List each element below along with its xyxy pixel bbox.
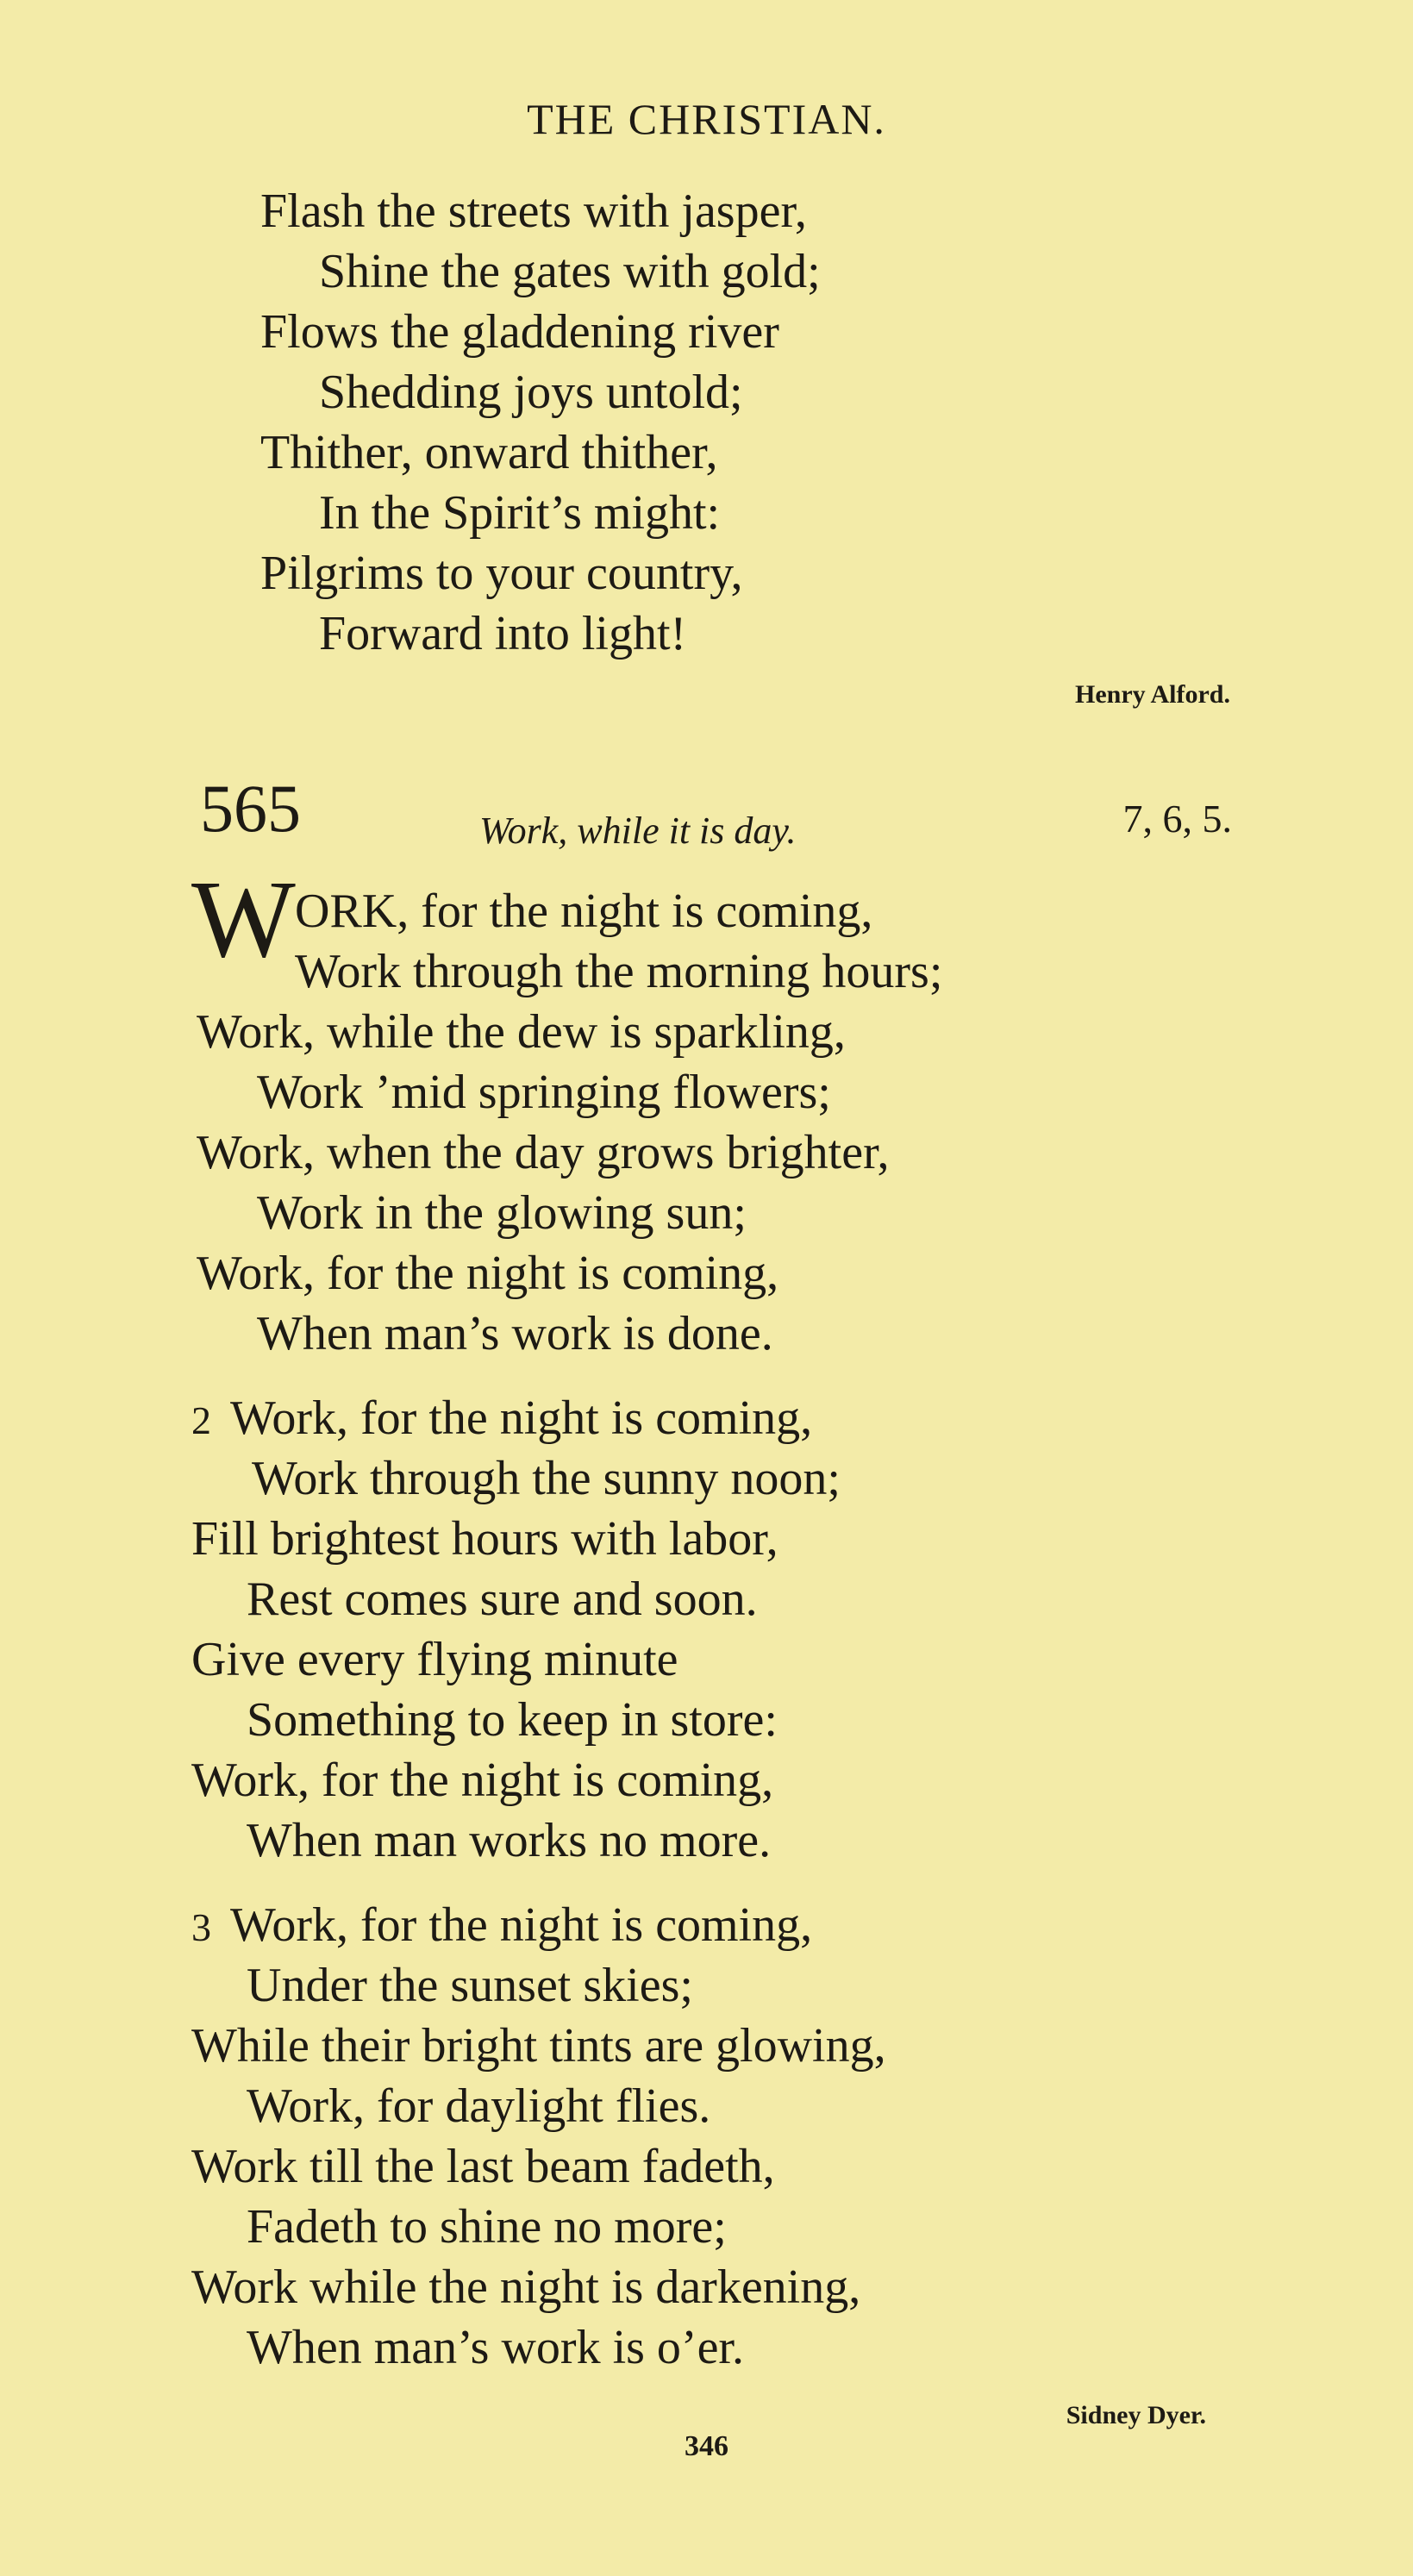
verse-line: When man’s work is done. bbox=[257, 1307, 773, 1360]
verse-line: Thither, onward thither, bbox=[260, 426, 718, 479]
verse-line: Under the sunset skies; bbox=[247, 1959, 693, 2012]
verse-line-text: Work, for the night is coming, bbox=[230, 1898, 813, 1952]
verse-line: Work, when the day grows brighter, bbox=[197, 1126, 890, 1179]
verse-line bbox=[191, 1895, 812, 1958]
verse-line: Work, for the night is coming, bbox=[197, 1247, 779, 1300]
verse-line: When man works no more. bbox=[247, 1814, 772, 1867]
verse-line: Fill brightest hours with labor, bbox=[191, 1512, 778, 1566]
verse-line: Work through the sunny noon; bbox=[252, 1452, 841, 1505]
running-head: THE CHRISTIAN. bbox=[527, 95, 886, 143]
verse-line: Fadeth to shine no more; bbox=[247, 2200, 727, 2254]
author-attribution: Henry Alford. bbox=[1075, 680, 1230, 709]
verse-line: Shedding joys untold; bbox=[319, 366, 743, 419]
verse-line: When man’s work is o’er. bbox=[247, 2321, 744, 2374]
hymn-title: Work, while it is day. bbox=[479, 810, 797, 852]
verse-number: 2 bbox=[191, 1398, 211, 1442]
hymn-meter: 7, 6, 5. bbox=[1122, 797, 1232, 841]
verse-line: Work till the last beam fadeth, bbox=[191, 2140, 775, 2193]
verse-line: Work, while the dew is sparkling, bbox=[197, 1005, 846, 1059]
verse-line: ORK, for the night is coming, bbox=[295, 885, 873, 938]
verse-line: Forward into light! bbox=[319, 607, 687, 660]
verse-line: Work through the morning hours; bbox=[295, 945, 943, 998]
verse-line: Rest comes sure and soon. bbox=[247, 1572, 758, 1626]
verse-line: Work, for the night is coming, bbox=[191, 1754, 774, 1807]
verse-line: Work while the night is darkening, bbox=[191, 2260, 861, 2314]
verse-line bbox=[191, 1388, 812, 1451]
verse-line: In the Spirit’s might: bbox=[319, 486, 721, 540]
drop-cap: W bbox=[191, 858, 296, 980]
verse-line: Work, for daylight flies. bbox=[247, 2079, 711, 2133]
verse-line-text: Work, for the night is coming, bbox=[230, 1391, 813, 1445]
verse-number: 3 bbox=[191, 1905, 211, 1949]
verse-line: Work in the glowing sun; bbox=[257, 1186, 747, 1240]
verse-line: Shine the gates with gold; bbox=[319, 245, 821, 298]
verse-line: Pilgrims to your country, bbox=[260, 547, 743, 600]
verse-line: While their bright tints are glowing, bbox=[191, 2019, 886, 2073]
verse-line: Work ’mid springing flowers; bbox=[257, 1066, 831, 1119]
author-attribution: Sidney Dyer. bbox=[1066, 2401, 1206, 2429]
verse-line: Give every flying minute bbox=[191, 1633, 678, 1686]
verse-line: Flash the streets with jasper, bbox=[260, 184, 807, 238]
hymn-number: 565 bbox=[200, 771, 301, 846]
verse-line: Flows the gladdening river bbox=[260, 305, 779, 359]
page-number: 346 bbox=[685, 2430, 728, 2462]
verse-line: Something to keep in store: bbox=[247, 1693, 778, 1747]
